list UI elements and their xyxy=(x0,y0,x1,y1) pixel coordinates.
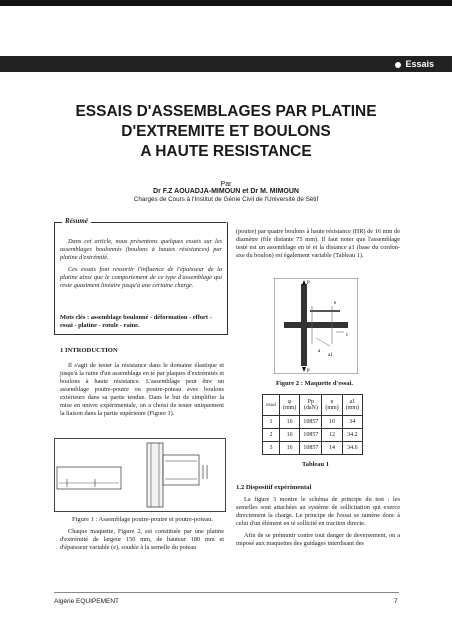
right-column-top: (poutre) par quatre boulons à haute résistance (HR) de 16 mm de diamètre (file distante 75 mm). Il faut noter que l'assemblage testé est un assemblage en té et la distance a1 (base du cordon-axe du boulon) est également variable (Tableau 1). xyxy=(236,228,400,259)
abstract-heading: Résumé xyxy=(62,217,91,225)
table-header-pp: Pp (daN) xyxy=(300,395,322,416)
fig2-label-a1: a1 xyxy=(328,353,333,358)
affiliation: Chargés de Cours à l'Institut de Génie Civil de l'Université de Sétif xyxy=(133,196,319,203)
figure-1-caption: Figure 1 : Assemblage poutre-poutre et poutre-poteau. xyxy=(72,516,213,523)
keywords: Mots clés : assemblage boulonné - déformation - effort - essai - platine - rotule - raine. xyxy=(60,314,212,329)
table-1 xyxy=(262,394,363,455)
authors: Dr F.Z AOUADJA-MIMOUN et Dr M. MIMOUN xyxy=(153,188,299,195)
section-1-2-heading: 1.2 Dispositif expérimental xyxy=(236,484,312,491)
page-number: 7 xyxy=(394,598,398,605)
rubric-label: Essais xyxy=(395,56,434,72)
footer-rule xyxy=(54,592,399,593)
figure-1-diagram xyxy=(54,438,226,512)
left-column-bottom: Chaque maquette, Figure 2, est constituée par une platine d'extrémité de largeur 150 mm, de hauteur 180 mm et d'épaisseur variable (e), soudée à la semelle du poteau xyxy=(60,528,224,551)
table-header-phi: φ (mm) xyxy=(280,395,300,416)
figure-2-caption: Figure 2 : Maquette d'essai. xyxy=(276,380,353,387)
top-border xyxy=(0,0,452,6)
article-title: ESSAIS D'ASSEMBLAGES PAR PLATINE D'EXTREMITE ET BOULONS A HAUTE RESISTANCE xyxy=(75,103,377,160)
table-1-caption: Tableau 1 xyxy=(302,461,330,468)
intro-heading: 1 INTRODUCTION xyxy=(60,347,118,354)
section-1-2-text: La figure 3 montre le schéma de principe du test : les semelles sont attachées au système de sollicitation qui exerce directement la charge. Le principe de l'essai se ramène donc à celui d'un élément en té sollicité en traction directe. Afin de se prémunir contre tout danger de deversement, on a imposé aux maquettes des guidages interdisant des xyxy=(236,496,400,547)
footer-journal: Algérie EQUIPEMENT xyxy=(54,598,120,605)
fig2-label-p-top: P xyxy=(307,281,310,286)
fig2-label-a: a xyxy=(318,349,321,354)
bullet-icon xyxy=(395,62,401,68)
table-row: 1 16 10857 10 34 xyxy=(263,416,363,429)
fig2-label-p-bottom: P xyxy=(307,369,310,374)
table-header-a1: a1 (mm) xyxy=(342,395,362,416)
table-corner: essai xyxy=(263,395,280,416)
table-header-e: e (mm) xyxy=(322,395,342,416)
intro-text: Il s'agit de tester la résistance dans le domaine élastique et jusqu'à la ruine d'un assemblage en té par plaques d'extrémités et boulons à haute résistance. L'assemblage peut être un assemblage poutre-poutre ou poutre-poteau avec boulons extérieurs dans sa partie tendue. Dans le but de simplifier la mise en œuvre expérimentale, on a choisi de tester uniquement la liaison dans la partie supérieure (Figure 1). xyxy=(60,362,224,417)
table-row: 2 16 10857 12 34.2 xyxy=(263,429,363,442)
rubric-bar xyxy=(0,56,452,72)
fig2-label-c: c xyxy=(346,333,349,338)
byline-par: Par xyxy=(220,181,232,188)
figure-2-diagram xyxy=(274,278,358,374)
fig2-label-e: e xyxy=(334,301,337,306)
abstract-text: Dans cet article, nous présentons quelques essais sur les assemblages boulonnés (boulons à hautes résistances) par platine d'extrémité. Ces essais font ressortir l'influence de l'épaisseur de la platine ainsi que le comportement de ce type d'assemblage qui reste quasiment linéaire jusqu'à une certaine charge. xyxy=(60,238,222,289)
table-row: 3 16 10857 14 34.6 xyxy=(263,442,363,455)
